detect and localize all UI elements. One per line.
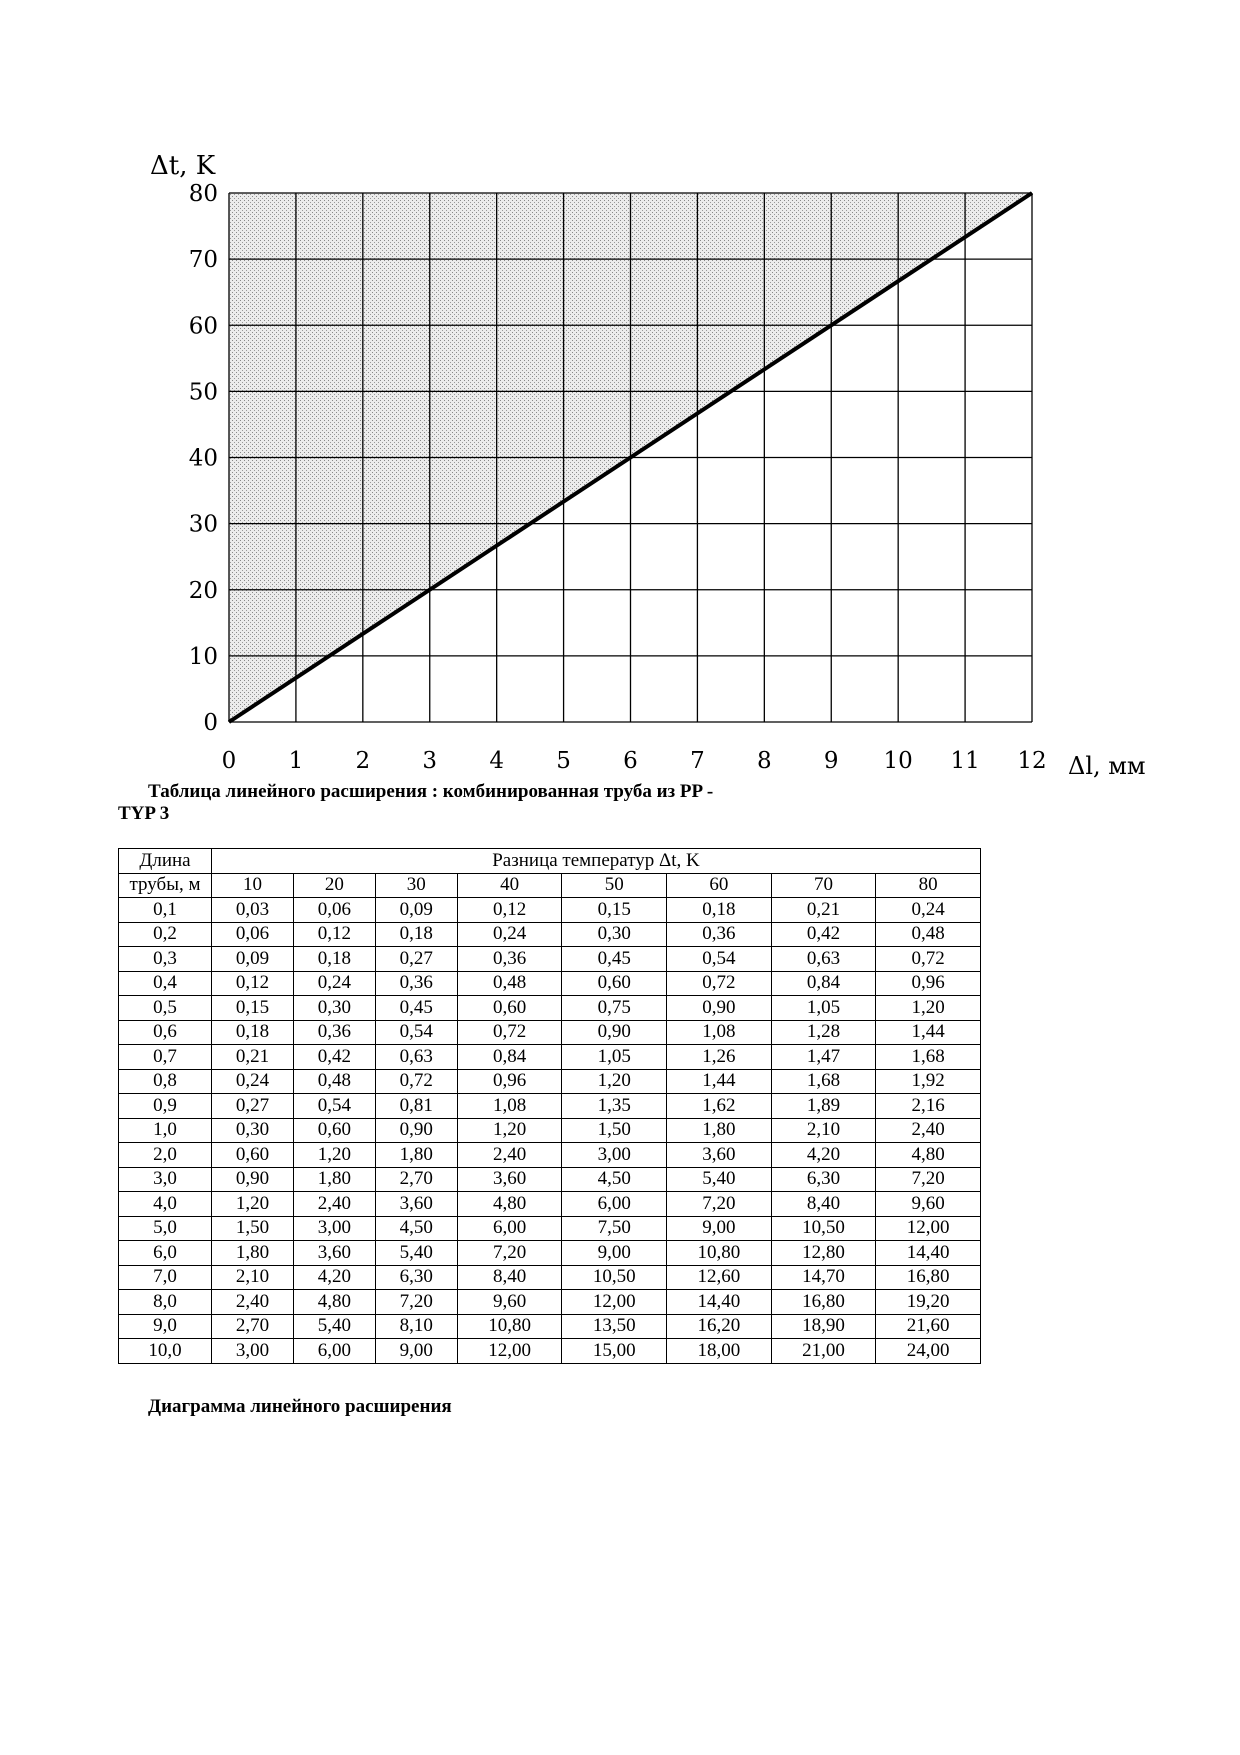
expansion-value-cell: 0,96 <box>876 971 981 996</box>
pipe-length-cell: 6,0 <box>119 1241 212 1266</box>
expansion-value-cell: 0,72 <box>667 971 772 996</box>
expansion-value-cell: 5,40 <box>667 1167 772 1192</box>
expansion-value-cell: 7,20 <box>667 1192 772 1217</box>
expansion-value-cell: 1,20 <box>293 1143 375 1168</box>
expansion-value-cell: 0,36 <box>293 1020 375 1045</box>
x-tick-label: 1 <box>288 748 304 774</box>
y-axis-label: Δt, K <box>150 151 216 181</box>
table-row <box>119 1216 981 1241</box>
expansion-value-cell: 1,62 <box>667 1094 772 1119</box>
x-tick-label: 9 <box>823 748 839 774</box>
expansion-value-cell: 0,06 <box>212 922 294 947</box>
expansion-table <box>118 848 981 1364</box>
expansion-value-cell: 9,00 <box>667 1216 772 1241</box>
pipe-length-cell: 5,0 <box>119 1216 212 1241</box>
expansion-value-cell: 7,50 <box>562 1216 667 1241</box>
table-row <box>119 996 981 1021</box>
table-row <box>119 1094 981 1119</box>
y-tick-label: 50 <box>188 379 218 406</box>
expansion-value-cell: 0,24 <box>293 971 375 996</box>
expansion-value-cell: 8,10 <box>375 1314 457 1339</box>
expansion-value-cell: 1,26 <box>667 1045 772 1070</box>
table-heading: Таблица линейного расширения : комбинированная труба из PP - <box>148 781 714 802</box>
expansion-value-cell: 4,20 <box>771 1143 876 1168</box>
expansion-value-cell: 0,45 <box>562 947 667 972</box>
pipe-length-cell: 8,0 <box>119 1290 212 1315</box>
expansion-value-cell: 0,48 <box>293 1069 375 1094</box>
table-row <box>119 1069 981 1094</box>
expansion-value-cell: 6,00 <box>457 1216 562 1241</box>
expansion-value-cell: 2,70 <box>212 1314 294 1339</box>
expansion-value-cell: 1,44 <box>876 1020 981 1045</box>
temperature-col-header: 70 <box>771 873 876 898</box>
expansion-value-cell: 12,80 <box>771 1241 876 1266</box>
expansion-value-cell: 0,06 <box>293 898 375 923</box>
expansion-value-cell: 0,24 <box>457 922 562 947</box>
expansion-value-cell: 0,21 <box>212 1045 294 1070</box>
table-row <box>119 1290 981 1315</box>
expansion-value-cell: 6,30 <box>771 1167 876 1192</box>
expansion-value-cell: 0,03 <box>212 898 294 923</box>
y-tick-label: 60 <box>188 313 218 340</box>
expansion-value-cell: 0,36 <box>375 971 457 996</box>
expansion-value-cell: 3,00 <box>293 1216 375 1241</box>
expansion-value-cell: 10,80 <box>457 1314 562 1339</box>
expansion-value-cell: 16,80 <box>771 1290 876 1315</box>
expansion-value-cell: 0,27 <box>375 947 457 972</box>
table-row <box>119 947 981 972</box>
expansion-value-cell: 0,15 <box>562 898 667 923</box>
pipe-length-cell: 0,9 <box>119 1094 212 1119</box>
expansion-value-cell: 0,09 <box>375 898 457 923</box>
expansion-value-cell: 14,40 <box>667 1290 772 1315</box>
expansion-value-cell: 1,50 <box>212 1216 294 1241</box>
expansion-value-cell: 0,90 <box>562 1020 667 1045</box>
table-row <box>119 1167 981 1192</box>
length-header-unit: трубы, м <box>119 873 212 898</box>
y-tick-label: 30 <box>188 511 218 538</box>
expansion-value-cell: 0,54 <box>375 1020 457 1045</box>
x-tick-label: 8 <box>757 748 772 774</box>
expansion-value-cell: 4,50 <box>562 1167 667 1192</box>
expansion-value-cell: 0,24 <box>212 1069 294 1094</box>
table-heading-continuation: TYP 3 <box>118 803 170 824</box>
expansion-value-cell: 4,80 <box>876 1143 981 1168</box>
expansion-value-cell: 1,68 <box>771 1069 876 1094</box>
expansion-value-cell: 0,12 <box>212 971 294 996</box>
expansion-value-cell: 10,50 <box>771 1216 876 1241</box>
expansion-value-cell: 0,36 <box>457 947 562 972</box>
expansion-value-cell: 6,00 <box>293 1339 375 1364</box>
temperature-col-header: 30 <box>375 873 457 898</box>
expansion-value-cell: 18,90 <box>771 1314 876 1339</box>
expansion-value-cell: 1,08 <box>457 1094 562 1119</box>
expansion-value-cell: 0,90 <box>375 1118 457 1143</box>
expansion-value-cell: 1,20 <box>212 1192 294 1217</box>
pipe-length-cell: 0,4 <box>119 971 212 996</box>
expansion-chart <box>140 140 1160 780</box>
expansion-value-cell: 12,00 <box>562 1290 667 1315</box>
expansion-value-cell: 0,12 <box>457 898 562 923</box>
temperature-col-header: 80 <box>876 873 981 898</box>
temperature-difference-header: Разница температур Δt, K <box>212 849 981 874</box>
table-row <box>119 898 981 923</box>
expansion-value-cell: 3,60 <box>667 1143 772 1168</box>
table-row <box>119 1339 981 1364</box>
table-row <box>119 1143 981 1168</box>
expansion-value-cell: 12,00 <box>876 1216 981 1241</box>
expansion-value-cell: 1,47 <box>771 1045 876 1070</box>
expansion-value-cell: 0,54 <box>293 1094 375 1119</box>
expansion-value-cell: 14,70 <box>771 1265 876 1290</box>
expansion-value-cell: 0,12 <box>293 922 375 947</box>
x-tick-label: 4 <box>489 748 504 774</box>
table-row <box>119 971 981 996</box>
expansion-value-cell: 9,00 <box>375 1339 457 1364</box>
table-row <box>119 1314 981 1339</box>
x-axis-label: Δl, мм <box>1068 752 1146 780</box>
expansion-value-cell: 0,24 <box>876 898 981 923</box>
expansion-value-cell: 0,75 <box>562 996 667 1021</box>
pipe-length-cell: 0,1 <box>119 898 212 923</box>
expansion-value-cell: 2,16 <box>876 1094 981 1119</box>
table-row <box>119 922 981 947</box>
table-row <box>119 1241 981 1266</box>
pipe-length-cell: 0,6 <box>119 1020 212 1045</box>
expansion-value-cell: 0,18 <box>667 898 772 923</box>
expansion-value-cell: 1,68 <box>876 1045 981 1070</box>
temperature-col-header: 50 <box>562 873 667 898</box>
expansion-value-cell: 0,42 <box>771 922 876 947</box>
x-tick-label: 0 <box>221 748 237 774</box>
expansion-value-cell: 0,63 <box>771 947 876 972</box>
expansion-value-cell: 0,90 <box>667 996 772 1021</box>
expansion-value-cell: 16,20 <box>667 1314 772 1339</box>
expansion-value-cell: 3,60 <box>293 1241 375 1266</box>
expansion-value-cell: 0,42 <box>293 1045 375 1070</box>
expansion-value-cell: 8,40 <box>457 1265 562 1290</box>
pipe-length-cell: 0,8 <box>119 1069 212 1094</box>
pipe-length-cell: 10,0 <box>119 1339 212 1364</box>
pipe-length-cell: 0,2 <box>119 922 212 947</box>
y-tick-label: 20 <box>188 577 218 604</box>
expansion-value-cell: 13,50 <box>562 1314 667 1339</box>
expansion-value-cell: 1,44 <box>667 1069 772 1094</box>
table-row <box>119 1020 981 1045</box>
table-row <box>119 1192 981 1217</box>
y-tick-label: 40 <box>188 445 218 472</box>
temperature-col-header: 20 <box>293 873 375 898</box>
expansion-value-cell: 8,40 <box>771 1192 876 1217</box>
expansion-value-cell: 0,09 <box>212 947 294 972</box>
expansion-value-cell: 0,84 <box>771 971 876 996</box>
expansion-value-cell: 6,30 <box>375 1265 457 1290</box>
expansion-value-cell: 0,72 <box>375 1069 457 1094</box>
expansion-value-cell: 1,20 <box>562 1069 667 1094</box>
x-tick-label: 3 <box>422 748 438 774</box>
expansion-value-cell: 4,50 <box>375 1216 457 1241</box>
y-tick-label: 0 <box>203 710 218 736</box>
expansion-value-cell: 0,90 <box>212 1167 294 1192</box>
expansion-value-cell: 3,60 <box>457 1167 562 1192</box>
expansion-value-cell: 3,60 <box>375 1192 457 1217</box>
temperature-col-header: 40 <box>457 873 562 898</box>
pipe-length-cell: 0,7 <box>119 1045 212 1070</box>
expansion-value-cell: 16,80 <box>876 1265 981 1290</box>
expansion-value-cell: 0,60 <box>457 996 562 1021</box>
expansion-value-cell: 0,18 <box>212 1020 294 1045</box>
expansion-value-cell: 0,84 <box>457 1045 562 1070</box>
pipe-length-cell: 2,0 <box>119 1143 212 1168</box>
expansion-value-cell: 6,00 <box>562 1192 667 1217</box>
expansion-value-cell: 0,30 <box>562 922 667 947</box>
expansion-value-cell: 0,30 <box>293 996 375 1021</box>
expansion-value-cell: 0,18 <box>293 947 375 972</box>
expansion-value-cell: 1,20 <box>876 996 981 1021</box>
expansion-value-cell: 9,60 <box>876 1192 981 1217</box>
expansion-value-cell: 7,20 <box>876 1167 981 1192</box>
expansion-value-cell: 0,96 <box>457 1069 562 1094</box>
expansion-value-cell: 1,89 <box>771 1094 876 1119</box>
temperature-row <box>119 873 981 898</box>
expansion-value-cell: 4,80 <box>457 1192 562 1217</box>
expansion-value-cell: 0,72 <box>876 947 981 972</box>
expansion-value-cell: 4,20 <box>293 1265 375 1290</box>
expansion-value-cell: 0,21 <box>771 898 876 923</box>
pipe-length-cell: 0,3 <box>119 947 212 972</box>
expansion-value-cell: 9,60 <box>457 1290 562 1315</box>
expansion-value-cell: 0,60 <box>293 1118 375 1143</box>
expansion-value-cell: 5,40 <box>293 1314 375 1339</box>
temperature-col-header: 60 <box>667 873 772 898</box>
expansion-value-cell: 0,81 <box>375 1094 457 1119</box>
x-tick-label: 12 <box>1017 748 1047 774</box>
expansion-value-cell: 1,35 <box>562 1094 667 1119</box>
expansion-value-cell: 0,63 <box>375 1045 457 1070</box>
pipe-length-cell: 9,0 <box>119 1314 212 1339</box>
expansion-value-cell: 9,00 <box>562 1241 667 1266</box>
header-row <box>119 849 981 874</box>
expansion-value-cell: 18,00 <box>667 1339 772 1364</box>
y-tick-label: 80 <box>188 181 218 207</box>
expansion-value-cell: 3,00 <box>562 1143 667 1168</box>
expansion-value-cell: 12,60 <box>667 1265 772 1290</box>
expansion-value-cell: 2,70 <box>375 1167 457 1192</box>
temperature-col-header: 10 <box>212 873 294 898</box>
expansion-value-cell: 3,00 <box>212 1339 294 1364</box>
expansion-value-cell: 0,48 <box>457 971 562 996</box>
expansion-value-cell: 2,10 <box>212 1265 294 1290</box>
expansion-value-cell: 1,80 <box>212 1241 294 1266</box>
expansion-value-cell: 1,28 <box>771 1020 876 1045</box>
diagram-heading: Диаграмма линейного расширения <box>148 1396 452 1417</box>
expansion-value-cell: 10,80 <box>667 1241 772 1266</box>
expansion-value-cell: 19,20 <box>876 1290 981 1315</box>
expansion-value-cell: 21,00 <box>771 1339 876 1364</box>
x-tick-label: 7 <box>690 748 705 774</box>
x-tick-label: 5 <box>556 748 571 774</box>
pipe-length-cell: 3,0 <box>119 1167 212 1192</box>
expansion-value-cell: 2,40 <box>876 1118 981 1143</box>
expansion-value-cell: 0,48 <box>876 922 981 947</box>
y-tick-label: 70 <box>188 247 218 274</box>
expansion-value-cell: 1,92 <box>876 1069 981 1094</box>
expansion-value-cell: 2,40 <box>293 1192 375 1217</box>
expansion-value-cell: 0,72 <box>457 1020 562 1045</box>
x-tick-label: 6 <box>623 748 638 774</box>
length-header: Длина <box>119 849 212 874</box>
expansion-value-cell: 1,05 <box>562 1045 667 1070</box>
expansion-value-cell: 5,40 <box>375 1241 457 1266</box>
expansion-value-cell: 0,36 <box>667 922 772 947</box>
expansion-value-cell: 1,20 <box>457 1118 562 1143</box>
expansion-value-cell: 7,20 <box>375 1290 457 1315</box>
expansion-value-cell: 0,27 <box>212 1094 294 1119</box>
expansion-value-cell: 0,30 <box>212 1118 294 1143</box>
expansion-value-cell: 1,80 <box>375 1143 457 1168</box>
expansion-value-cell: 10,50 <box>562 1265 667 1290</box>
expansion-value-cell: 12,00 <box>457 1339 562 1364</box>
expansion-value-cell: 1,50 <box>562 1118 667 1143</box>
pipe-length-cell: 4,0 <box>119 1192 212 1217</box>
y-tick-label: 10 <box>188 643 218 670</box>
expansion-value-cell: 14,40 <box>876 1241 981 1266</box>
expansion-value-cell: 2,40 <box>457 1143 562 1168</box>
expansion-value-cell: 15,00 <box>562 1339 667 1364</box>
table-row <box>119 1118 981 1143</box>
table-row <box>119 1045 981 1070</box>
expansion-value-cell: 0,18 <box>375 922 457 947</box>
expansion-value-cell: 0,60 <box>212 1143 294 1168</box>
expansion-value-cell: 1,80 <box>667 1118 772 1143</box>
pipe-length-cell: 0,5 <box>119 996 212 1021</box>
pipe-length-cell: 7,0 <box>119 1265 212 1290</box>
expansion-value-cell: 2,40 <box>212 1290 294 1315</box>
x-tick-label: 2 <box>355 748 371 774</box>
table-row <box>119 1265 981 1290</box>
expansion-value-cell: 2,10 <box>771 1118 876 1143</box>
expansion-value-cell: 7,20 <box>457 1241 562 1266</box>
expansion-value-cell: 1,08 <box>667 1020 772 1045</box>
expansion-value-cell: 0,60 <box>562 971 667 996</box>
expansion-value-cell: 1,80 <box>293 1167 375 1192</box>
expansion-value-cell: 0,15 <box>212 996 294 1021</box>
pipe-length-cell: 1,0 <box>119 1118 212 1143</box>
x-tick-label: 11 <box>950 748 980 774</box>
expansion-value-cell: 4,80 <box>293 1290 375 1315</box>
expansion-value-cell: 24,00 <box>876 1339 981 1364</box>
expansion-value-cell: 0,45 <box>375 996 457 1021</box>
expansion-value-cell: 21,60 <box>876 1314 981 1339</box>
expansion-value-cell: 1,05 <box>771 996 876 1021</box>
x-tick-label: 10 <box>883 748 913 774</box>
expansion-value-cell: 0,54 <box>667 947 772 972</box>
